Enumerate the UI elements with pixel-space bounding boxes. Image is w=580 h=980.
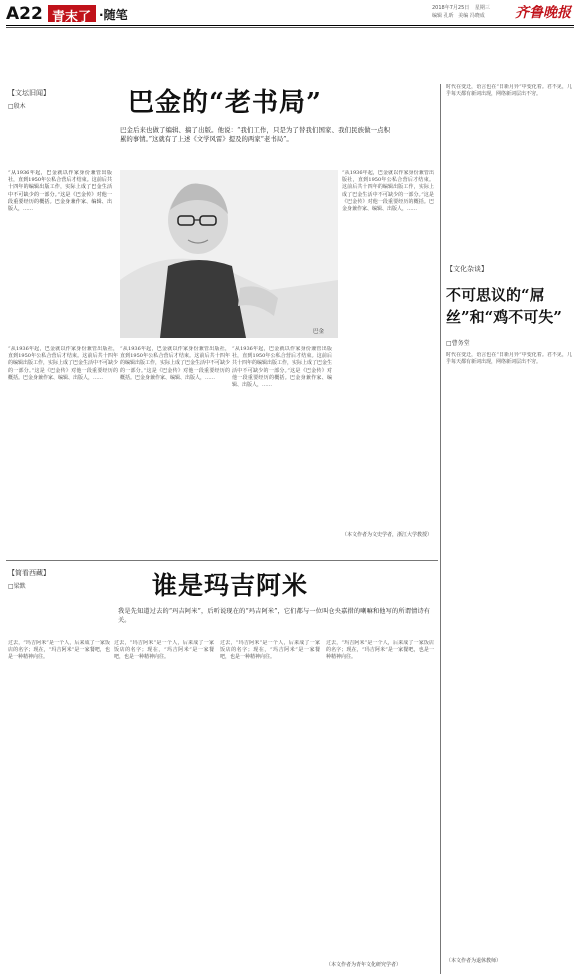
article1-body-col3: “从1936年起，巴金就以作家身份兼管出版社，直到1950年公私合营后才结束。这前后共十四年的编辑出版工作，实际上成了巴金生活中不可缺少的一部分。”这是《巴金传》对他一段重要经历的概括。巴金身兼作家、编辑、出版人，…… xyxy=(120,346,230,381)
article2-body-col1: 过去，“玛吉阿米”是一个人，后来成了一家饭店的名字；现在，“玛吉阿米”是一家餐吧，也是一种精神向往。 xyxy=(8,640,110,661)
subsection-text: 随笔 xyxy=(103,8,128,22)
sidebar-body-top: 时代在变迁，语言也在“日新月异”中变化着。君不见，几乎每天都有新词出现，网络新词层出不穷。 xyxy=(446,84,572,98)
header-rule xyxy=(6,25,574,26)
issue-designer: 美编 冯晓成 xyxy=(458,13,485,19)
bajin-photo xyxy=(120,170,338,338)
section-badge xyxy=(48,5,96,25)
article2-body-col3: 过去，“玛吉阿米”是一个人，后来成了一家饭店的名字；现在，“玛吉阿米”是一家餐吧，也是一种精神向往。 xyxy=(220,640,320,661)
article1-body-col5: “从1936年起，巴金就以作家身份兼管出版社，直到1950年公私合营后才结束。这前后共十四年的编辑出版工作，实际上成了巴金生活中不可缺少的一部分。”这是《巴金传》对他一段重要经历的概括。巴金身兼作家、编辑、出版人，…… xyxy=(342,170,434,213)
bajin-photo-caption: 巴金 xyxy=(313,329,325,335)
article2-top-rule xyxy=(6,560,438,561)
issue-date: 2018年7月25日 xyxy=(432,5,470,11)
issue-info xyxy=(432,4,490,20)
article1-kicker: 【文坛旧闻】 xyxy=(8,89,50,97)
article2-end-note: （本文作者为青年文化研究学者） xyxy=(326,962,402,968)
section-name: 青末了 xyxy=(52,10,92,25)
sidebar-end-note: （本文作者为退休教师） xyxy=(446,958,502,964)
article1-body-col4: “从1936年起，巴金就以作家身份兼管出版社，直到1950年公私合营后才结束。这前后共十四年的编辑出版工作，实际上成了巴金生活中不可缺少的一部分。”这是《巴金传》对他一段重要经历的概括。巴金身兼作家、编辑、出版人，…… xyxy=(232,346,332,389)
article1-body-col1: “从1936年起，巴金就以作家身份兼管出版社，直到1950年公私合营后才结束。这前后共十四年的编辑出版工作，实际上成了巴金生活中不可缺少的一部分。”这是《巴金传》对他一段重要经历的概括。巴金身兼作家、编辑、出版人，…… xyxy=(8,170,112,213)
sidebar-body: 时代在变迁，语言也在“日新月异”中变化着。君不见，几乎每天都有新词出现，网络新词层出不穷。 xyxy=(446,352,572,366)
article1-end-note: （本文作者为文史学者，浙江大学教授） xyxy=(342,532,433,538)
article2-body-col2: 过去，“玛吉阿米”是一个人，后来成了一家饭店的名字；现在，“玛吉阿米”是一家餐吧，也是一种精神向往。 xyxy=(114,640,214,661)
article2-body-col4: 过去，“玛吉阿米”是一个人，后来成了一家饭店的名字；现在，“玛吉阿米”是一家餐吧，也是一种精神向往。 xyxy=(326,640,434,661)
article2-title: 谁是玛吉阿米 xyxy=(152,571,309,600)
sidebar-author: □曹务堂 xyxy=(446,340,470,347)
article1-author: □殷木 xyxy=(8,103,26,110)
header-rule-thin xyxy=(6,27,574,28)
article1-body-col2: “从1936年起，巴金就以作家身份兼管出版社，直到1950年公私合营后才结束。这前后共十四年的编辑出版工作，实际上成了巴金生活中不可缺少的一部分。”这是《巴金传》对他一段重要经历的概括。巴金身兼作家、编辑、出版人，…… xyxy=(8,346,118,381)
page-number: A22 xyxy=(6,4,43,24)
bajin-portrait-illustration xyxy=(120,170,338,338)
column-divider xyxy=(440,84,441,974)
issue-weekday: 星期三 xyxy=(474,5,490,11)
masthead-logo: 齐鲁晚报 xyxy=(515,5,571,21)
sidebar-column-label: 【文化杂谈】 xyxy=(446,265,488,273)
article1-title: 巴金的“老书局” xyxy=(128,88,322,118)
article2-deck: 我是先知道过去的“玛吉阿米”，后听说现在的“玛吉阿米”，它们都与一位叫仓央嘉措的喇嘛和他写的所谓情诗有关。 xyxy=(118,608,430,624)
article1-deck: 巴金后来也做了编辑、搞了出版。他说：“我们工作，只是为了替我们国家、我们民族做一点积累的事情。”这就有了上述《文学风雷》提及的两家“老书局”。 xyxy=(120,126,390,143)
issue-editor: 编辑 孔昕 xyxy=(432,13,454,19)
article2-author: □梁默 xyxy=(8,583,26,590)
article2-kicker: 【简看西藏】 xyxy=(8,569,50,577)
sidebar-title: 不可思议的“屌丝”和“鸡不可失” xyxy=(446,286,562,326)
subsection-label: ·随笔 xyxy=(99,8,128,22)
